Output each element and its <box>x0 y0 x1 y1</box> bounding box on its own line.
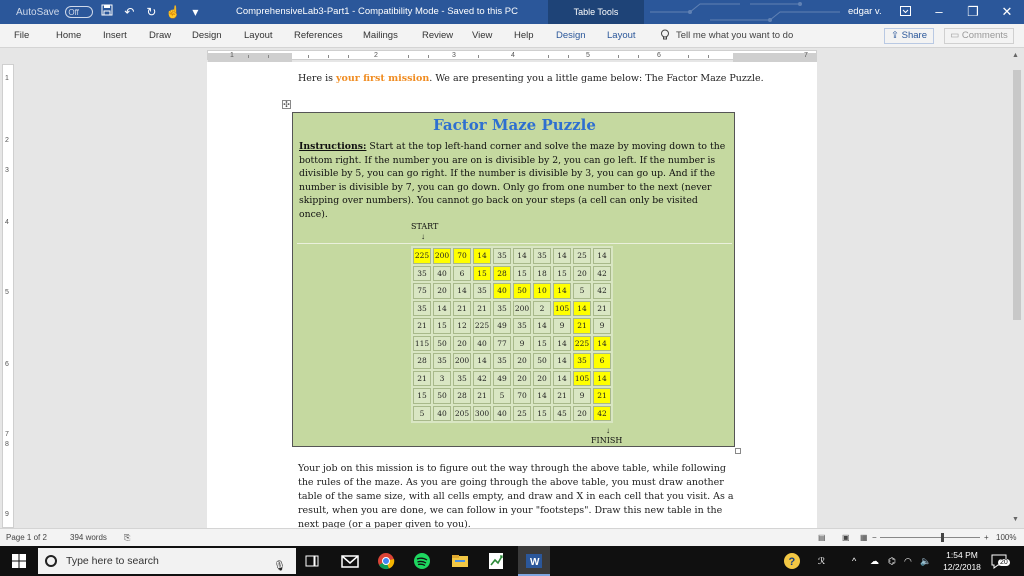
ribbon-display-icon[interactable] <box>888 0 922 24</box>
maze-cell[interactable]: 35 <box>493 301 511 317</box>
maze-cell[interactable]: 14 <box>593 248 611 264</box>
tab-review[interactable]: Review <box>422 30 454 41</box>
zoom-level[interactable]: 100% <box>996 533 1017 542</box>
maze-cell[interactable]: 105 <box>573 371 591 387</box>
zoom-slider-thumb[interactable] <box>941 533 944 542</box>
maze-cell[interactable]: 15 <box>433 318 451 334</box>
maze-cell[interactable]: 6 <box>453 266 471 282</box>
system-clock[interactable] <box>940 549 984 573</box>
ruler-number: 2 <box>374 52 378 59</box>
tab-design[interactable]: Design <box>192 30 222 41</box>
maze-row <box>413 248 611 264</box>
maze-cell[interactable]: 5 <box>573 283 591 299</box>
maze-cell[interactable]: 9 <box>593 318 611 334</box>
tab-file[interactable]: File <box>14 30 30 41</box>
maze-cell[interactable]: 6 <box>593 353 611 369</box>
volume-icon[interactable]: 🔈 <box>920 556 932 566</box>
cortana-icon <box>45 555 57 567</box>
people-icon[interactable]: ℛ <box>818 556 826 566</box>
circuit-decoration <box>650 0 840 24</box>
comments-button[interactable] <box>944 28 1014 44</box>
start-arrow-icon: ↓ <box>421 232 425 241</box>
maze-cell[interactable]: 14 <box>573 301 591 317</box>
puzzle-table[interactable] <box>292 112 735 447</box>
maze-cell[interactable]: 35 <box>533 248 551 264</box>
excel-like-icon[interactable] <box>486 551 506 571</box>
maze-cell[interactable]: 28 <box>413 353 431 369</box>
maze-cell[interactable]: 42 <box>593 283 611 299</box>
finish-label: FINISH <box>591 436 623 445</box>
maze-cell[interactable]: 10 <box>533 283 551 299</box>
restore-icon[interactable]: ❐ <box>967 4 979 19</box>
redo-icon[interactable]: ↻ <box>146 5 157 19</box>
maze-cell[interactable]: 21 <box>553 388 571 404</box>
bluetooth-icon[interactable]: ⌬ <box>888 556 896 566</box>
instructions-label: Instructions: <box>299 141 367 152</box>
tab-table-layout[interactable]: Layout <box>607 30 636 41</box>
chrome-icon[interactable] <box>376 551 396 571</box>
tell-me-search[interactable] <box>660 24 793 48</box>
search-placeholder: Type here to search <box>66 555 159 567</box>
maze-cell[interactable]: 18 <box>533 266 551 282</box>
maze-cell[interactable]: 70 <box>453 248 471 264</box>
maze-cell[interactable]: 35 <box>493 353 511 369</box>
svg-text:?: ? <box>788 556 796 568</box>
word-taskbar-button[interactable] <box>518 546 550 576</box>
scroll-up-icon[interactable]: ▲ <box>1012 52 1019 59</box>
autosave-label: AutoSave <box>16 6 60 18</box>
ruler-tick <box>548 55 549 58</box>
print-layout-icon[interactable]: ▣ <box>842 533 850 542</box>
document-title: ComprehensiveLab3-Part1 - Compatibility Mode - Saved to this PC <box>236 6 518 17</box>
maze-cell[interactable]: 300 <box>473 406 491 422</box>
ruler-tick <box>328 55 329 58</box>
maze-cell[interactable]: 14 <box>473 353 491 369</box>
maze-cell[interactable]: 14 <box>533 318 551 334</box>
read-mode-icon[interactable]: ▤ <box>818 533 826 542</box>
maze-row <box>413 318 611 334</box>
ruler-number: 3 <box>5 167 9 174</box>
clock-time: 1:54 PM <box>946 550 978 560</box>
maze-cell[interactable]: 14 <box>533 388 551 404</box>
ruler-number: 2 <box>5 137 9 144</box>
maze-cell[interactable]: 75 <box>413 283 431 299</box>
maze-cell[interactable]: 21 <box>413 371 431 387</box>
maze-cell[interactable]: 21 <box>593 388 611 404</box>
mail-icon[interactable] <box>340 551 360 571</box>
web-layout-icon[interactable]: ▦ <box>860 533 868 542</box>
spotify-icon[interactable] <box>412 551 432 571</box>
table-move-handle[interactable]: ✣ <box>283 100 290 109</box>
maze-row <box>413 301 611 317</box>
maze-cell[interactable]: 40 <box>493 283 511 299</box>
svg-text:W: W <box>530 557 540 568</box>
maze-cell[interactable]: 15 <box>473 266 491 282</box>
ruler-number: 3 <box>452 52 456 59</box>
ruler-number: 6 <box>5 361 9 368</box>
maze-cell[interactable]: 21 <box>593 301 611 317</box>
customize-qat-icon[interactable]: ▾ <box>192 5 199 19</box>
ruler-number: 8 <box>5 441 9 448</box>
onedrive-icon[interactable]: ☁ <box>870 556 879 566</box>
tab-home[interactable]: Home <box>56 30 82 41</box>
maze-cell[interactable]: 40 <box>433 406 451 422</box>
horizontal-ruler[interactable] <box>0 48 1024 62</box>
maze-cell[interactable]: 15 <box>553 266 571 282</box>
ruler-tick <box>638 55 639 58</box>
close-icon[interactable]: ✕ <box>1001 4 1013 19</box>
tab-view[interactable]: View <box>472 30 493 41</box>
action-center-icon[interactable] <box>990 552 1008 570</box>
maze-cell[interactable]: 14 <box>453 283 471 299</box>
maze-cell[interactable]: 42 <box>593 406 611 422</box>
tab-draw[interactable]: Draw <box>149 30 172 41</box>
zoom-slider[interactable] <box>880 537 980 538</box>
share-icon: ⇪ <box>891 30 902 41</box>
maze-cell[interactable]: 21 <box>413 318 431 334</box>
maze-cell[interactable]: 14 <box>553 283 571 299</box>
maze-cell[interactable]: 14 <box>553 248 571 264</box>
start-label: START <box>411 222 439 231</box>
maze-cell[interactable]: 28 <box>453 388 471 404</box>
maze-cell[interactable]: 14 <box>433 301 451 317</box>
maze-cell[interactable]: 40 <box>493 406 511 422</box>
maze-cell[interactable]: 21 <box>453 301 471 317</box>
maze-cell[interactable]: 14 <box>553 371 571 387</box>
intro-paragraph[interactable] <box>298 72 808 86</box>
maze-cell[interactable]: 20 <box>453 336 471 352</box>
intro-text: Here is <box>298 73 337 84</box>
maze-cell[interactable]: 20 <box>513 353 531 369</box>
tab-layout[interactable]: Layout <box>244 30 273 41</box>
maze-cell[interactable]: 35 <box>413 266 431 282</box>
proofing-icon[interactable]: ⎘ <box>124 533 131 542</box>
maze-cell[interactable]: 40 <box>433 266 451 282</box>
maze-row <box>413 266 611 282</box>
quick-access-toolbar <box>0 0 203 24</box>
ruler-tick <box>308 55 309 58</box>
maze-cell[interactable]: 14 <box>593 371 611 387</box>
maze-cell[interactable]: 42 <box>593 266 611 282</box>
maze-cell[interactable]: 105 <box>553 301 571 317</box>
ruler-number: 1 <box>5 75 9 82</box>
maze-cell[interactable]: 49 <box>493 318 511 334</box>
ruler-tick <box>478 55 479 58</box>
maze-cell[interactable]: 35 <box>413 301 431 317</box>
maze-cell[interactable]: 200 <box>433 248 451 264</box>
ruler-number: 5 <box>586 52 590 59</box>
wifi-icon[interactable]: ◠ <box>904 556 912 566</box>
maze-grid[interactable] <box>411 246 613 423</box>
maze-cell[interactable]: 14 <box>553 336 571 352</box>
ruler-tick <box>568 55 569 58</box>
taskbar-search[interactable] <box>38 548 296 574</box>
zoom-out-button[interactable]: − <box>872 533 877 542</box>
maze-cell[interactable]: 9 <box>573 388 591 404</box>
ruler-number: 5 <box>5 289 9 296</box>
maze-row <box>413 388 611 404</box>
ribbon-tabs <box>0 24 1024 48</box>
save-icon[interactable] <box>99 4 115 20</box>
tab-help[interactable]: Help <box>514 30 534 41</box>
scroll-down-icon[interactable]: ▼ <box>1012 516 1019 523</box>
maze-cell[interactable]: 25 <box>513 406 531 422</box>
ruler-number: 1 <box>230 52 234 59</box>
maze-cell[interactable]: 20 <box>513 371 531 387</box>
finish-arrow-icon: ↓ <box>606 426 610 435</box>
ruler-number: 7 <box>804 52 808 59</box>
maze-cell[interactable]: 14 <box>553 353 571 369</box>
user-name[interactable]: edgar v. <box>848 6 882 17</box>
ruler-number: 4 <box>511 52 515 59</box>
maze-row <box>413 406 611 422</box>
maze-cell[interactable]: 225 <box>473 318 491 334</box>
ruler-tick <box>408 55 409 58</box>
share-label: Share <box>901 30 927 41</box>
maze-cell[interactable]: 35 <box>473 283 491 299</box>
tab-references[interactable]: References <box>294 30 343 41</box>
autosave-toggle[interactable]: Off <box>65 6 93 18</box>
tab-mailings[interactable]: Mailings <box>363 30 398 41</box>
touch-mode-icon[interactable]: ☝ <box>165 5 181 19</box>
mission-highlight: your first mission <box>336 73 430 84</box>
maze-cell[interactable]: 77 <box>493 336 511 352</box>
table-resize-handle[interactable] <box>735 448 741 454</box>
maze-cell[interactable]: 40 <box>473 336 491 352</box>
maze-cell[interactable]: 14 <box>593 336 611 352</box>
maze-cell[interactable]: 35 <box>493 248 511 264</box>
help-icon[interactable] <box>782 551 802 571</box>
microphone-icon[interactable]: 🎙 <box>273 561 286 572</box>
maze-cell[interactable]: 70 <box>513 388 531 404</box>
maze-cell[interactable]: 42 <box>473 371 491 387</box>
comment-icon: ▭ <box>950 30 962 41</box>
maze-cell[interactable]: 15 <box>413 388 431 404</box>
maze-cell[interactable]: 35 <box>453 371 471 387</box>
maze-cell[interactable]: 9 <box>553 318 571 334</box>
instructions-paragraph <box>299 140 729 222</box>
maze-cell[interactable]: 200 <box>453 353 471 369</box>
ruler-tick <box>688 55 689 58</box>
task-view-icon[interactable] <box>302 551 322 571</box>
word-icon <box>524 551 544 571</box>
notification-count: 20 <box>1000 559 1008 566</box>
ruler-number: 4 <box>5 219 9 226</box>
maze-cell[interactable]: 5 <box>493 388 511 404</box>
maze-row <box>413 371 611 387</box>
maze-cell[interactable]: 225 <box>413 248 431 264</box>
maze-cell[interactable]: 2 <box>533 301 551 317</box>
maze-cell[interactable]: 15 <box>533 406 551 422</box>
title-bar <box>0 0 1024 24</box>
ruler-tick <box>428 55 429 58</box>
windows-taskbar <box>0 546 1024 576</box>
maze-cell[interactable]: 21 <box>473 301 491 317</box>
maze-cell[interactable]: 45 <box>553 406 571 422</box>
maze-cell[interactable]: 50 <box>513 283 531 299</box>
table-tools-label: Table Tools <box>548 0 644 24</box>
maze-cell[interactable]: 21 <box>473 388 491 404</box>
maze-cell[interactable]: 35 <box>433 353 451 369</box>
divider <box>297 243 732 244</box>
windows-start-icon[interactable] <box>12 554 26 568</box>
maze-row <box>413 353 611 369</box>
ruler-tick <box>248 55 249 58</box>
word-count[interactable]: 394 words <box>70 533 107 542</box>
ruler-number: 9 <box>5 511 9 518</box>
puzzle-title: Factor Maze Puzzle <box>433 116 596 134</box>
maze-cell[interactable]: 20 <box>573 406 591 422</box>
document-page[interactable] <box>207 62 817 528</box>
maze-cell[interactable]: 225 <box>573 336 591 352</box>
page-count[interactable]: Page 1 of 2 <box>6 533 47 542</box>
chevron-up-icon[interactable]: ^ <box>852 556 857 566</box>
maze-cell[interactable]: 5 <box>413 406 431 422</box>
vertical-ruler[interactable] <box>2 64 14 528</box>
maze-cell[interactable]: 12 <box>453 318 471 334</box>
undo-icon[interactable]: ↶ <box>124 5 135 19</box>
maze-cell[interactable]: 50 <box>533 353 551 369</box>
instructions-text: Start at the top left-hand corner and solve the maze by moving down to the bottom right. If the number you are on is divisible by 2, you can go left. If the number is divisible by 5, you can go right. If the number is divisible by 3, you can go up. And if the number is divisible by 7, you can go down. Only go from one number to the next (never skipping over numbers). You cannot go back on your steps (a cell can only be visited once). <box>299 141 726 220</box>
maze-cell[interactable]: 200 <box>513 301 531 317</box>
scrollbar-thumb[interactable] <box>1013 70 1021 320</box>
tab-insert[interactable]: Insert <box>103 30 127 41</box>
share-button[interactable] <box>884 28 934 44</box>
maze-cell[interactable]: 9 <box>513 336 531 352</box>
status-bar <box>0 528 1024 546</box>
intro-text-rest: . We are presenting you a little game below: The Factor Maze Puzzle. <box>429 73 764 84</box>
maze-cell[interactable]: 205 <box>453 406 471 422</box>
maze-cell[interactable]: 20 <box>433 283 451 299</box>
maze-cell[interactable]: 15 <box>533 336 551 352</box>
lightbulb-icon <box>660 29 670 41</box>
tab-table-design[interactable]: Design <box>556 30 586 41</box>
maze-cell[interactable]: 25 <box>573 248 591 264</box>
ruler-tick <box>348 55 349 58</box>
maze-cell[interactable]: 20 <box>573 266 591 282</box>
maze-cell[interactable]: 49 <box>493 371 511 387</box>
maze-cell[interactable]: 28 <box>493 266 511 282</box>
maze-cell[interactable]: 35 <box>573 353 591 369</box>
ruler-number: 7 <box>5 431 9 438</box>
tell-me-label: Tell me what you want to do <box>676 30 794 41</box>
maze-cell[interactable]: 35 <box>513 318 531 334</box>
file-explorer-icon[interactable] <box>450 551 470 571</box>
maze-cell[interactable]: 15 <box>513 266 531 282</box>
vertical-scrollbar[interactable] <box>1010 48 1024 528</box>
minimize-icon[interactable]: – <box>935 4 943 19</box>
ruler-tick <box>268 55 269 58</box>
maze-cell[interactable]: 50 <box>433 336 451 352</box>
zoom-in-button[interactable]: + <box>984 533 989 542</box>
ruler-tick <box>618 55 619 58</box>
maze-row <box>413 336 611 352</box>
ruler-number: 6 <box>657 52 661 59</box>
ruler-tick <box>708 55 709 58</box>
maze-cell[interactable]: 50 <box>433 388 451 404</box>
body-paragraph[interactable]: Your job on this mission is to figure out the way through the above table, while following the rules of the maze. As you are going through the above table, you must draw another table of the same size, with all cells empty, and draw and X in each cell that you visit. As a result, when you are done, we can follow in your "footsteps". Draw this new table in the next page (or a paper given to you). <box>298 463 734 528</box>
clock-date: 12/2/2018 <box>943 562 981 572</box>
comments-label: Comments <box>961 30 1008 41</box>
maze-row <box>413 283 611 299</box>
maze-cell[interactable]: 14 <box>473 248 491 264</box>
maze-cell[interactable]: 115 <box>413 336 431 352</box>
ruler-strip <box>207 50 817 60</box>
maze-cell[interactable]: 20 <box>533 371 551 387</box>
maze-cell[interactable]: 21 <box>573 318 591 334</box>
maze-cell[interactable]: 14 <box>513 248 531 264</box>
maze-cell[interactable]: 3 <box>433 371 451 387</box>
